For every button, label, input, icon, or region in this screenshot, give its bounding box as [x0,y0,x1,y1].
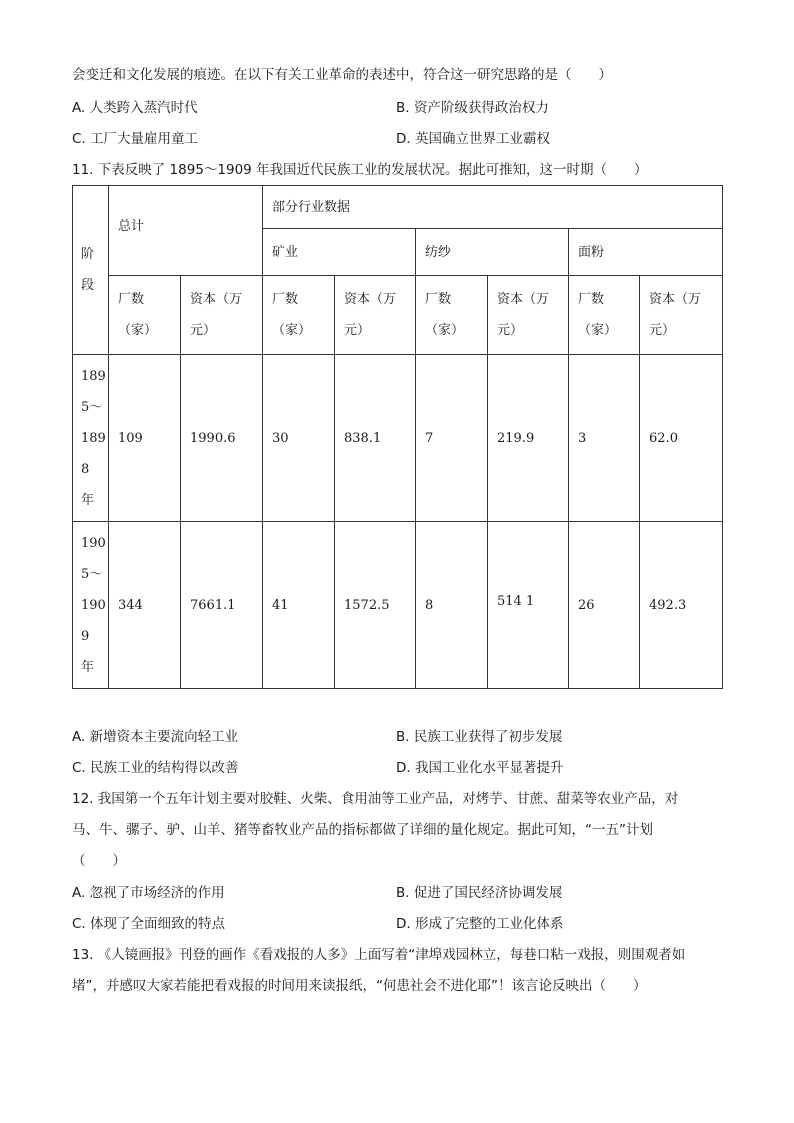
sub-header-line: （家） [118,323,158,338]
total-header: 总计 [109,186,263,276]
sub-header [335,276,416,355]
sub-header [640,276,723,355]
stage-line: 190 [81,597,106,613]
q12-option-d[interactable]: D. 形成了完整的工业化体系 [396,916,564,932]
sub-header [569,276,640,355]
q12-stem-line: 12. 我国第一个五年计划主要对胶鞋、火柴、食用油等工业产品，对烤芋、甘蔗、甜菜等农业产品，对 [72,791,679,807]
value-cell: 514 1 [488,522,569,689]
stage-line: 年 [81,492,95,508]
sub-header-line: 厂数 [578,292,605,307]
q11-option-c[interactable]: C. 民族工业的结构得以改善 [72,760,239,776]
value-cell: 8 [416,522,488,689]
stage-line: 5～ [81,399,103,415]
q10-option-c[interactable]: C. 工厂大量雇用童工 [72,131,199,147]
stage-cell [73,355,109,522]
stage-header [73,186,109,355]
q12-stem-line: 马、牛、骡子、驴、山羊、猪等畜牧业产品的指标都做了详细的量化规定。据此可知，“一五”计划 [72,822,653,838]
sub-header-line: 元） [649,323,676,338]
sub-header-line: 厂数 [118,292,145,307]
sub-header [109,276,181,355]
stage-line: 9 [81,628,90,644]
partial-industry-header: 部分行业数据 [263,186,723,229]
industry-data-table [72,185,723,689]
sub-header [181,276,263,355]
sub-header-line: 元） [344,323,371,338]
sub-header-line: 元） [497,323,524,338]
industry-spinning: 纺纱 [416,229,569,276]
value-cell: 7 [416,355,488,522]
stage-line: 年 [81,659,95,675]
value-cell: 41 [263,522,335,689]
sub-header-line: （家） [425,323,465,338]
sub-header [488,276,569,355]
sub-header-line: 厂数 [425,292,452,307]
value-cell: 344 [109,522,181,689]
q12-option-c[interactable]: C. 体现了全面细致的特点 [72,916,226,932]
value-cell: 26 [569,522,640,689]
q10-option-b[interactable]: B. 资产阶级获得政治权力 [396,100,549,116]
sub-header-line: （家） [578,323,618,338]
sub-header [416,276,488,355]
q10-option-d[interactable]: D. 英国确立世界工业霸权 [396,131,550,147]
stage-header-line: 段 [81,278,95,293]
stage-line: 189 [81,430,106,446]
industry-flour: 面粉 [569,229,723,276]
sub-header-line: 资本（万 [190,292,243,307]
stage-line: 190 [81,535,106,551]
q10-stem: 会变迁和文化发展的痕迹。在以下有关工业革命的表述中，符合这一研究思路的是（ ） [72,67,612,83]
stage-line: 5～ [81,566,103,582]
sub-header-line: 元） [190,323,217,338]
table-row [73,522,723,689]
stage-cell [73,522,109,689]
sub-header-line: 资本（万 [497,292,550,307]
sub-header-line: 资本（万 [344,292,397,307]
stage-line: 8 [81,461,90,477]
q13-stem-line: 13. 《人镜画报》刊登的画作《看戏报的人多》上面写着“津埠戏园林立，每巷口粘一戏报，则围观者如 [72,947,686,963]
value-cell: 1990.6 [181,355,263,522]
sub-header-line: （家） [272,323,312,338]
value-cell: 62.0 [640,355,723,522]
q13-stem-line: 堵”，并感叹大家若能把看戏报的时间用来读报纸，“何患社会不进化耶”！该言论反映出（ ） [72,978,647,994]
q11-option-b[interactable]: B. 民族工业获得了初步发展 [396,729,563,745]
sub-header-line: 厂数 [272,292,299,307]
q12-option-b[interactable]: B. 促进了国民经济协调发展 [396,885,563,901]
q11-option-d[interactable]: D. 我国工业化水平显著提升 [396,760,564,776]
stage-line: 189 [81,368,106,384]
q11-stem: 11. 下表反映了 1895～1909 年我国近代民族工业的发展状况。据此可推知，这一时期（ ） [72,162,648,178]
value-cell: 838.1 [335,355,416,522]
value-cell: 7661.1 [181,522,263,689]
stage-header-line: 阶 [81,247,95,262]
value-cell: 3 [569,355,640,522]
industry-mining: 矿业 [263,229,416,276]
value-cell: 492.3 [640,522,723,689]
sub-header-line: 资本（万 [649,292,702,307]
q10-option-a[interactable]: A. 人类跨入蒸汽时代 [72,100,198,116]
value-cell: 219.9 [488,355,569,522]
value-cell: 30 [263,355,335,522]
q12-stem-line: （ ） [72,853,126,869]
value-cell: 109 [109,355,181,522]
q12-option-a[interactable]: A. 忽视了市场经济的作用 [72,885,225,901]
value-cell: 1572.5 [335,522,416,689]
q11-option-a[interactable]: A. 新增资本主要流向轻工业 [72,729,239,745]
table-row [73,355,723,522]
sub-header [263,276,335,355]
